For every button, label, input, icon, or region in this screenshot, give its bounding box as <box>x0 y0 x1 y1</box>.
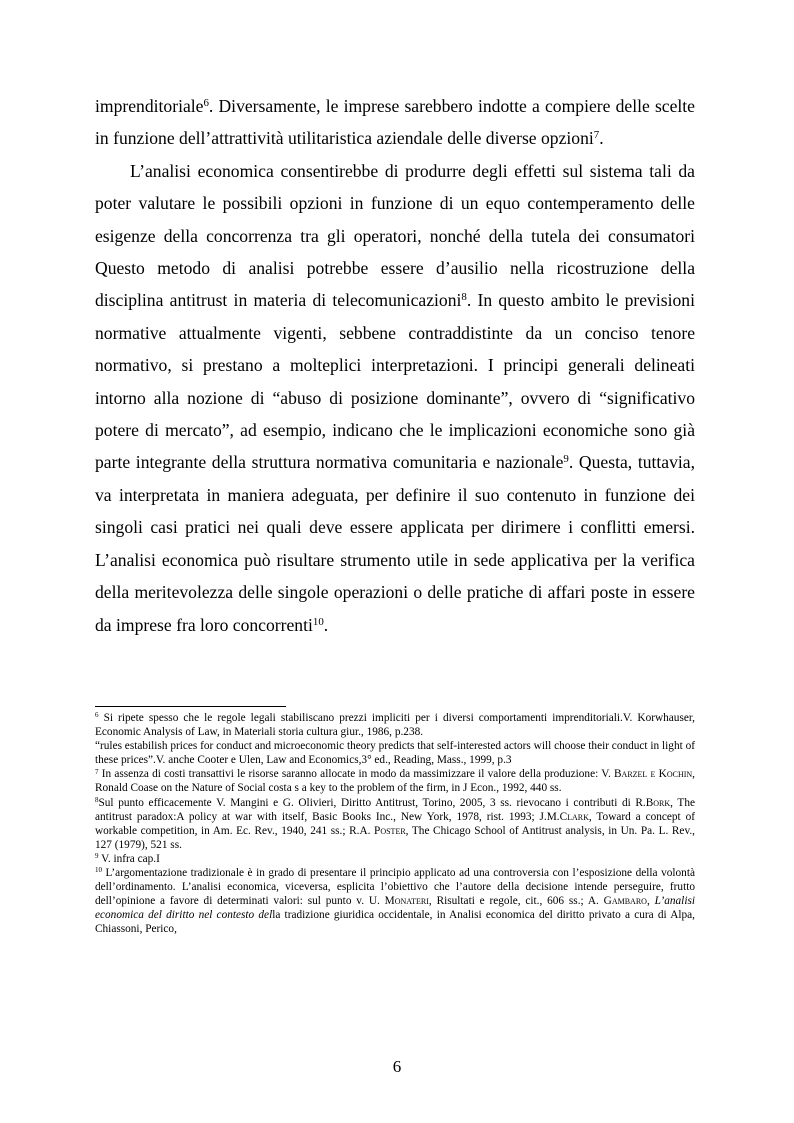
footnote-9 <box>95 852 695 866</box>
footnote-ref-9[interactable]: 9 <box>563 453 569 466</box>
footnote-6-number: 6 <box>95 711 99 720</box>
p2-text-c: . Questa, tuttavia, va interpretata in maniera adeguata, per definire il suo contenuto in funzione dei singoli casi pratici nei quali deve essere applicata per dirimere i conflitti emersi. L’analisi economica può risultare strumento utile in sede applicativa per la verifica della meritevolezza delle singole operazioni o delle pratiche di affari poste in essere da imprese fra loro concorrenti <box>95 452 695 635</box>
footnote-10-number: 10 <box>95 866 102 875</box>
main-body-text <box>95 90 695 641</box>
footnote-8-text-a: Sul punto efficacemente V. Mangini e G. Olivieri, Diritto Antitrust, Torino, 2005, 3 ss. rievocano i contributi di R. <box>98 796 646 809</box>
footnote-ref-6[interactable]: 6 <box>203 97 209 109</box>
footnote-7-text-a: In assenza di costi transattivi le risorse saranno allocate in modo da massimizzare il valore della produzione: V. <box>98 768 615 781</box>
footnote-8-author-poster: Poster <box>374 824 406 837</box>
footnote-6-quote <box>95 739 695 767</box>
footnote-ref-8[interactable]: 8 <box>461 291 467 304</box>
footnote-8-text-c: , Toward a concept of workable competition, in Am. Ec. Rev., 1940, 241 ss.; R.A. <box>95 810 695 837</box>
footnote-9-number: 9 <box>95 852 99 861</box>
footnote-8-text-d: , The Chicago School of Antitrust analysis, in Un. Pa. L. Rev., 127 (1979), 521 ss. <box>95 824 696 851</box>
paragraph-1 <box>95 90 695 155</box>
p1-text-a: imprenditoriale <box>95 96 204 116</box>
p2-text-b: . In questo ambito le previsioni normative attualmente vigenti, sebbene contraddistinte da un conciso tenore normativo, si prestano a molteplici interpretazioni. I principi generali delineati intorno alla nozione di “abuso di posizione dominante”, ovvero di “significativo potere di mercato”, ad esempio, indicano che le implicazioni economiche sono già parte integrante della struttura normativa comunitaria e nazionale <box>95 290 695 473</box>
footnote-10-author-monateri: Monateri <box>384 895 429 908</box>
footnote-10-author-gambaro: Gambaro <box>603 895 647 908</box>
p2-text-a: L’analisi economica consentirebbe di produrre degli effetti sul sistema tali da poter valutare le possibili opzioni in funzione di un equo contemperamento delle esigenze della concorrenza tra gli operatori, nonché della tutela dei consumatori Questo metodo di analisi potrebbe essere d’ausilio nella ricostruzione della disciplina antitrust in materia di telecomunicazioni <box>95 160 695 311</box>
footnote-7-text-b: , Ronald Coase on the Nature of Social costa s a key to the problem of the firm, in J Econ., 1992, 440 ss. <box>95 768 695 795</box>
p1-text-c: . <box>599 128 604 149</box>
footnote-ref-10[interactable]: 10 <box>312 615 324 628</box>
footnote-8-author-bork: Bork <box>645 796 671 809</box>
p1-text-b: . Diversamente, le imprese sarebbero indotte a compiere delle scelte in funzione dell’attrattività utilitaristica aziendale delle diverse opzioni <box>95 96 695 149</box>
footnote-ref-7[interactable]: 7 <box>593 129 600 142</box>
footnote-9-text: V. infra cap.I <box>98 852 160 865</box>
footnotes <box>95 711 695 937</box>
footnote-10-text-b: , Risultati e regole, cit., 606 ss.; A. <box>428 895 604 908</box>
footnote-10 <box>95 866 695 936</box>
footnote-8 <box>95 796 695 852</box>
footnote-10-italic-title: L’analisi economica del diritto nel contesto del <box>95 895 695 922</box>
footnote-6-quote-text: “rules estabilish prices for conduct and microeconomic theory predicts that self-interested actors will choose their conduct in light of these prices”.V. anche Cooter e Ulen, Law and Economics,3° ed., Reading, Mass., 1999, p.3 <box>95 740 695 767</box>
footnote-7-number: 7 <box>95 767 99 776</box>
page-number: 6 <box>392 1057 402 1076</box>
footnote-8-text-b: , The antitrust paradox:A policy at war with itself, Basic Books Inc., New York, 1978, rist. 1993; J.M. <box>95 796 695 823</box>
footnote-10-text-c: , <box>646 895 655 908</box>
footnote-10-text-a: L’argomentazione tradizionale è in grado di presentare il principio applicato ad una controversia con l’esposizione della volontà dell’ordinamento. L’analisi economica, viceversa, esplicita l’obiettivo che l’autore della decisione intende perseguire, frutto dell’opinione a favore di determinati valori: sul punto v. U. <box>95 867 695 908</box>
footnote-separator <box>95 706 286 707</box>
footnote-7-author: Barzel e Kochin <box>614 768 693 781</box>
footnote-8-author-clark: Clark <box>559 810 589 823</box>
paragraph-2 <box>95 155 695 641</box>
footnote-8-number: 8 <box>95 795 99 804</box>
footnote-10-text-d: la tradizione giuridica occidentale, in Analisi economica del diritto privato a cura di Alpa, Chiassoni, Perico, <box>95 909 695 936</box>
p2-text-d: . <box>323 614 329 635</box>
footnote-6-text: Si ripete spesso che le regole legali stabiliscano prezzi impliciti per i diversi comportamenti imprenditoriali.V. Korwhauser, Economic Analysis of Law, in Materiali storia cultura giur., 1986, p.238. <box>95 712 695 739</box>
footnote-6 <box>95 711 695 739</box>
footnote-7 <box>95 767 695 795</box>
